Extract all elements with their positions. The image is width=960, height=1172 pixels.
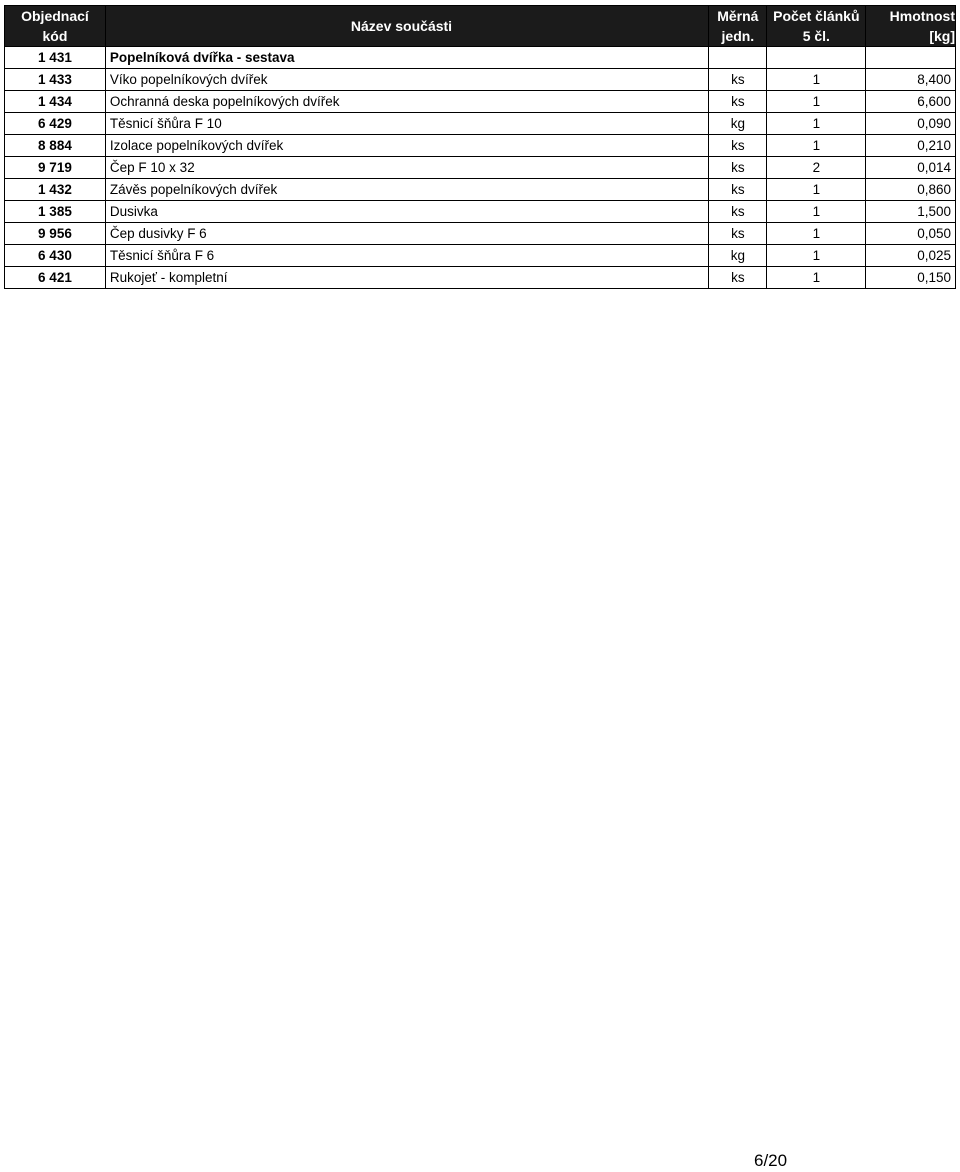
part-unit: ks [709,157,767,179]
table-row [5,113,956,135]
part-count: 1 [767,179,866,201]
part-mass: 1,500 [866,201,956,223]
part-unit: ks [709,69,767,91]
part-count: 1 [767,223,866,245]
part-name: Popelníková dvířka - sestava [105,47,708,69]
part-unit: kg [709,245,767,267]
part-code: 9 956 [5,223,106,245]
part-mass: 0,210 [866,135,956,157]
header-count: Počet článků 5 čl. [767,6,866,47]
part-count: 1 [767,91,866,113]
header-order-code: Objednací kód [5,6,106,47]
part-unit [709,47,767,69]
part-unit: ks [709,201,767,223]
part-count: 1 [767,113,866,135]
table-row [5,135,956,157]
header-unit: Měrná jedn. [709,6,767,47]
part-name: Ochranná deska popelníkových dvířek [105,91,708,113]
part-code: 1 433 [5,69,106,91]
part-code: 1 431 [5,47,106,69]
table-row [5,267,956,289]
part-unit: ks [709,267,767,289]
part-mass: 8,400 [866,69,956,91]
table-header [5,6,956,47]
part-name: Čep F 10 x 32 [105,157,708,179]
table-row [5,201,956,223]
part-name: Závěs popelníkových dvířek [105,179,708,201]
part-count: 1 [767,267,866,289]
part-count: 2 [767,157,866,179]
part-name: Rukojeť - kompletní [105,267,708,289]
part-count [767,47,866,69]
table-body [5,47,956,289]
part-unit: ks [709,223,767,245]
part-code: 1 385 [5,201,106,223]
part-code: 9 719 [5,157,106,179]
part-mass: 0,090 [866,113,956,135]
part-code: 1 434 [5,91,106,113]
part-name: Dusivka [105,201,708,223]
part-mass: 6,600 [866,91,956,113]
part-name: Izolace popelníkových dvířek [105,135,708,157]
header-mass: Hmotnost [kg] [866,6,956,47]
header-part-name: Název součásti [105,6,708,47]
part-code: 6 421 [5,267,106,289]
part-mass: 0,025 [866,245,956,267]
part-count: 1 [767,135,866,157]
part-unit: ks [709,179,767,201]
part-unit: kg [709,113,767,135]
part-unit: ks [709,91,767,113]
part-code: 6 430 [5,245,106,267]
table-row [5,91,956,113]
table-row [5,223,956,245]
part-code: 1 432 [5,179,106,201]
part-name: Těsnicí šňůra F 6 [105,245,708,267]
part-code: 6 429 [5,113,106,135]
part-count: 1 [767,69,866,91]
part-mass [866,47,956,69]
table-row [5,47,956,69]
table-row [5,179,956,201]
table-row [5,69,956,91]
part-mass: 0,860 [866,179,956,201]
part-count: 1 [767,201,866,223]
parts-table [4,5,956,289]
part-mass: 0,050 [866,223,956,245]
part-mass: 0,150 [866,267,956,289]
part-code: 8 884 [5,135,106,157]
part-name: Čep dusivky F 6 [105,223,708,245]
part-count: 1 [767,245,866,267]
table-row [5,245,956,267]
part-mass: 0,014 [866,157,956,179]
page-number: 6/20 [754,1151,788,1170]
part-unit: ks [709,135,767,157]
part-name: Víko popelníkových dvířek [105,69,708,91]
table-row [5,157,956,179]
part-name: Těsnicí šňůra F 10 [105,113,708,135]
